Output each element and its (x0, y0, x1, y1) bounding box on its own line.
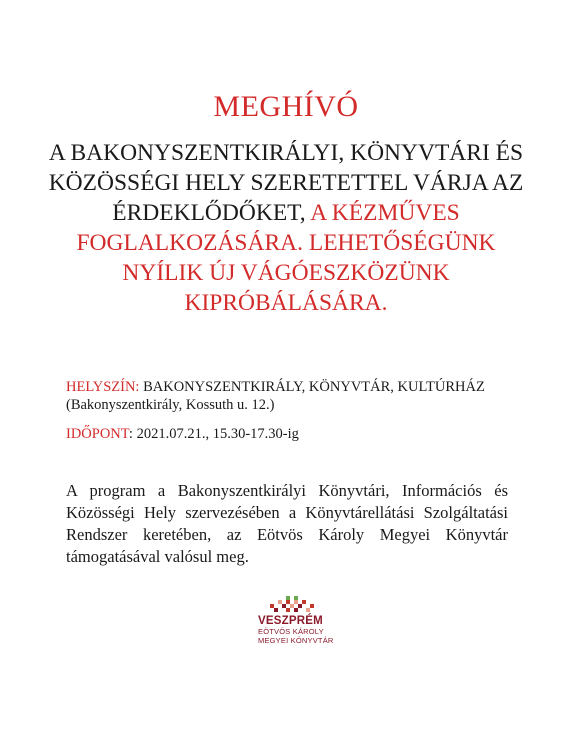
venue-label: HELYSZÍN: (66, 379, 140, 395)
lead-text: A BAKONYSZENTKIRÁLYI, KÖNYVTÁRI ÉS KÖZÖSSÉGI HELY SZERETETTEL VÁRJA AZ ÉRDEKLŐDŐKET, (48, 140, 524, 226)
time-value: : 2021.07.21., 15.30-17.30-ig (128, 426, 299, 442)
logo-name: VESZPRÉM (258, 615, 323, 627)
logo-checker-icon (264, 596, 324, 614)
program-description: A program a Bakonyszentkirályi Könyvtári, Információs és Közösségi Hely szervezésében a Könyvtárellátási Szolgáltatási Rendszer keretében, az Eötvös Károly Megyei Könyvtár támogatásával valósul meg. (66, 481, 508, 566)
logo-line2: MEGYEI KÖNYVTÁR (258, 636, 334, 645)
lead-highlight: A KÉZMŰVES FOGLALKOZÁSÁRA. LEHETŐSÉGÜNK NYÍLIK ÚJ VÁGÓESZKÖZÜNK KIPRÓBÁLÁSÁRA. (76, 200, 496, 316)
logo-line1: EÖTVÖS KÁROLY (258, 627, 324, 636)
invitation-title: MEGHÍVÓ (213, 90, 359, 123)
time-label: IDŐPONT (66, 426, 129, 442)
library-logo (258, 596, 348, 645)
venue-value: BAKONYSZENTKIRÁLY, KÖNYVTÁR, KULTÚRHÁZ (143, 379, 485, 395)
venue-block (66, 378, 516, 414)
time-block (66, 425, 516, 443)
venue-address: (Bakonyszentkirály, Kossuth u. 12.) (66, 397, 275, 413)
invitation-lead (40, 138, 532, 318)
